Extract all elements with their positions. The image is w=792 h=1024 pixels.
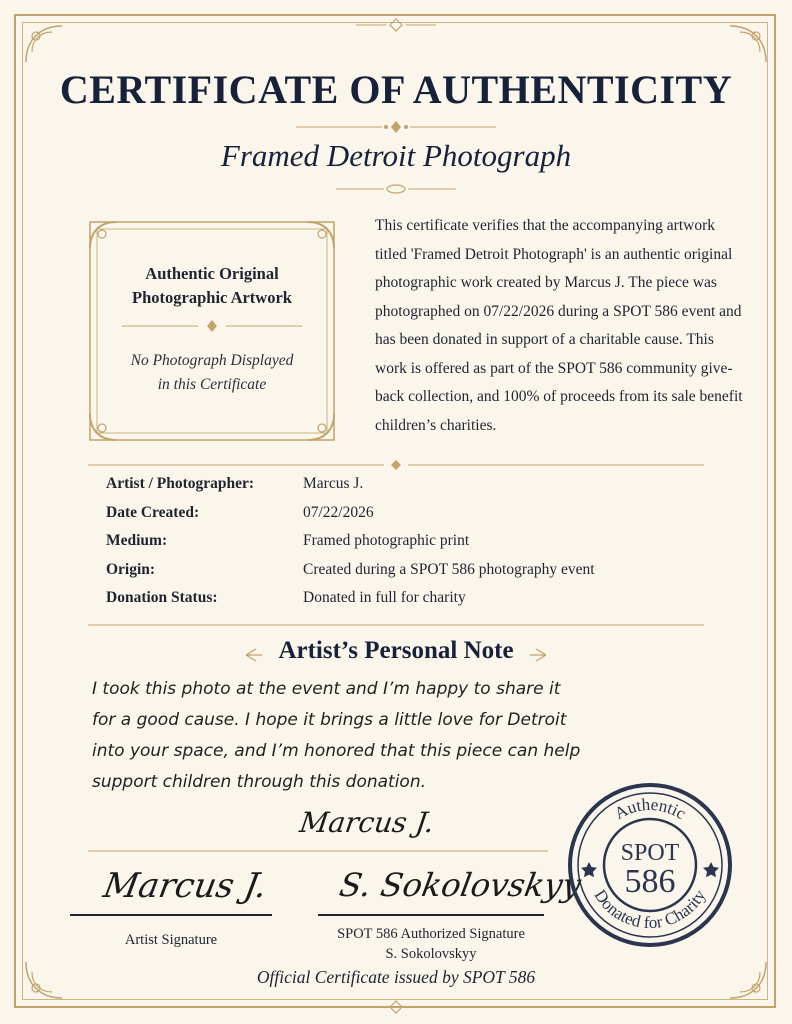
authorized-caption-line2: S. Sokolovskyy	[385, 946, 477, 962]
seal-star-icon	[703, 862, 719, 877]
detail-value: Created during a SPOT 586 photography event	[303, 560, 595, 578]
artwork-note-line1: No Photograph Displayed	[130, 352, 294, 369]
certificate-subtitle: Framed Detroit Photograph	[220, 138, 572, 173]
detail-label: Date Created:	[106, 503, 200, 521]
authorized-signature-line	[318, 914, 544, 916]
detail-row-origin	[106, 561, 706, 590]
detail-row-medium	[106, 532, 706, 561]
note-line: support children through this donation.	[92, 772, 427, 792]
footer-issued-by: Official Certificate issued by SPOT 586	[256, 967, 536, 987]
seal-center-line2: 586	[624, 863, 676, 900]
artist-signature: Marcus J.	[100, 866, 270, 906]
authorized-caption-line1: SPOT 586 Authorized Signature	[337, 926, 525, 942]
authorized-signature-caption	[308, 924, 554, 964]
personal-note-title: Artist’s Personal Note	[278, 637, 514, 664]
seal-center-line1: SPOT	[620, 840, 680, 866]
detail-value: 07/22/2026	[303, 503, 374, 521]
artwork-heading	[100, 262, 324, 310]
details-top-divider	[88, 458, 704, 472]
seal-top-text: Authentic	[611, 794, 690, 824]
detail-value: Donated in full for charity	[303, 589, 466, 606]
subtitle-divider	[336, 182, 456, 196]
note-line: for a good cause. I hope it brings a little love for Detroit	[92, 710, 567, 730]
artwork-note	[100, 349, 324, 397]
detail-value: Framed photographic print	[303, 532, 470, 549]
corner-ornament-top-right	[724, 22, 770, 68]
spot586-seal-stamp	[565, 780, 735, 950]
artwork-note-line2: in this Certificate	[157, 376, 267, 393]
artwork-heading-line1: Authentic Original	[145, 264, 279, 283]
artwork-heading-line2: Photographic Artwork	[132, 288, 292, 307]
corner-ornament-top-left	[22, 22, 68, 68]
artist-signature-caption: Artist Signature	[124, 932, 218, 948]
detail-row-date	[106, 504, 706, 533]
artist-signature-line	[70, 914, 272, 916]
detail-label: Artist / Photographer:	[106, 475, 255, 492]
detail-value: Marcus J.	[303, 475, 364, 492]
detail-label: Donation Status:	[106, 589, 218, 606]
seal-bottom-text: Donated for Charity	[590, 886, 710, 933]
artwork-placeholder-frame	[86, 218, 338, 444]
detail-label: Medium:	[106, 532, 168, 549]
details-bottom-divider	[88, 618, 704, 632]
detail-label: Origin:	[106, 560, 156, 578]
title-divider	[296, 120, 496, 134]
note-line: I took this photo at the event and I’m happy to share it	[92, 679, 561, 699]
detail-row-artist	[106, 475, 706, 504]
intro-paragraph: This certificate verifies that the accompanying artwork titled 'Framed Detroit Photograph' is an authentic original photographic work created by Marcus J. The piece was photographed on 07/22/2026 during a SPOT 586 event and has been donated in support of a charitable cause. This work is offered as part of the SPOT 586 community give-back collection, and 100% of proceeds from its sale benefit children’s charities.	[375, 217, 743, 434]
bottom-flourish	[356, 1000, 436, 1014]
top-flourish	[356, 18, 436, 32]
seal-star-icon	[581, 862, 597, 877]
personal-note-signature: Marcus J.	[297, 806, 437, 839]
authorized-signature: S. Sokolovskyy	[336, 866, 584, 904]
note-line: into your space, and I’m honored that this piece can help	[92, 741, 581, 761]
details-table	[106, 475, 706, 618]
detail-row-donation	[106, 589, 706, 618]
certificate-title: CERTIFICATE OF AUTHENTICITY	[59, 67, 733, 112]
signature-section-divider	[88, 844, 548, 858]
